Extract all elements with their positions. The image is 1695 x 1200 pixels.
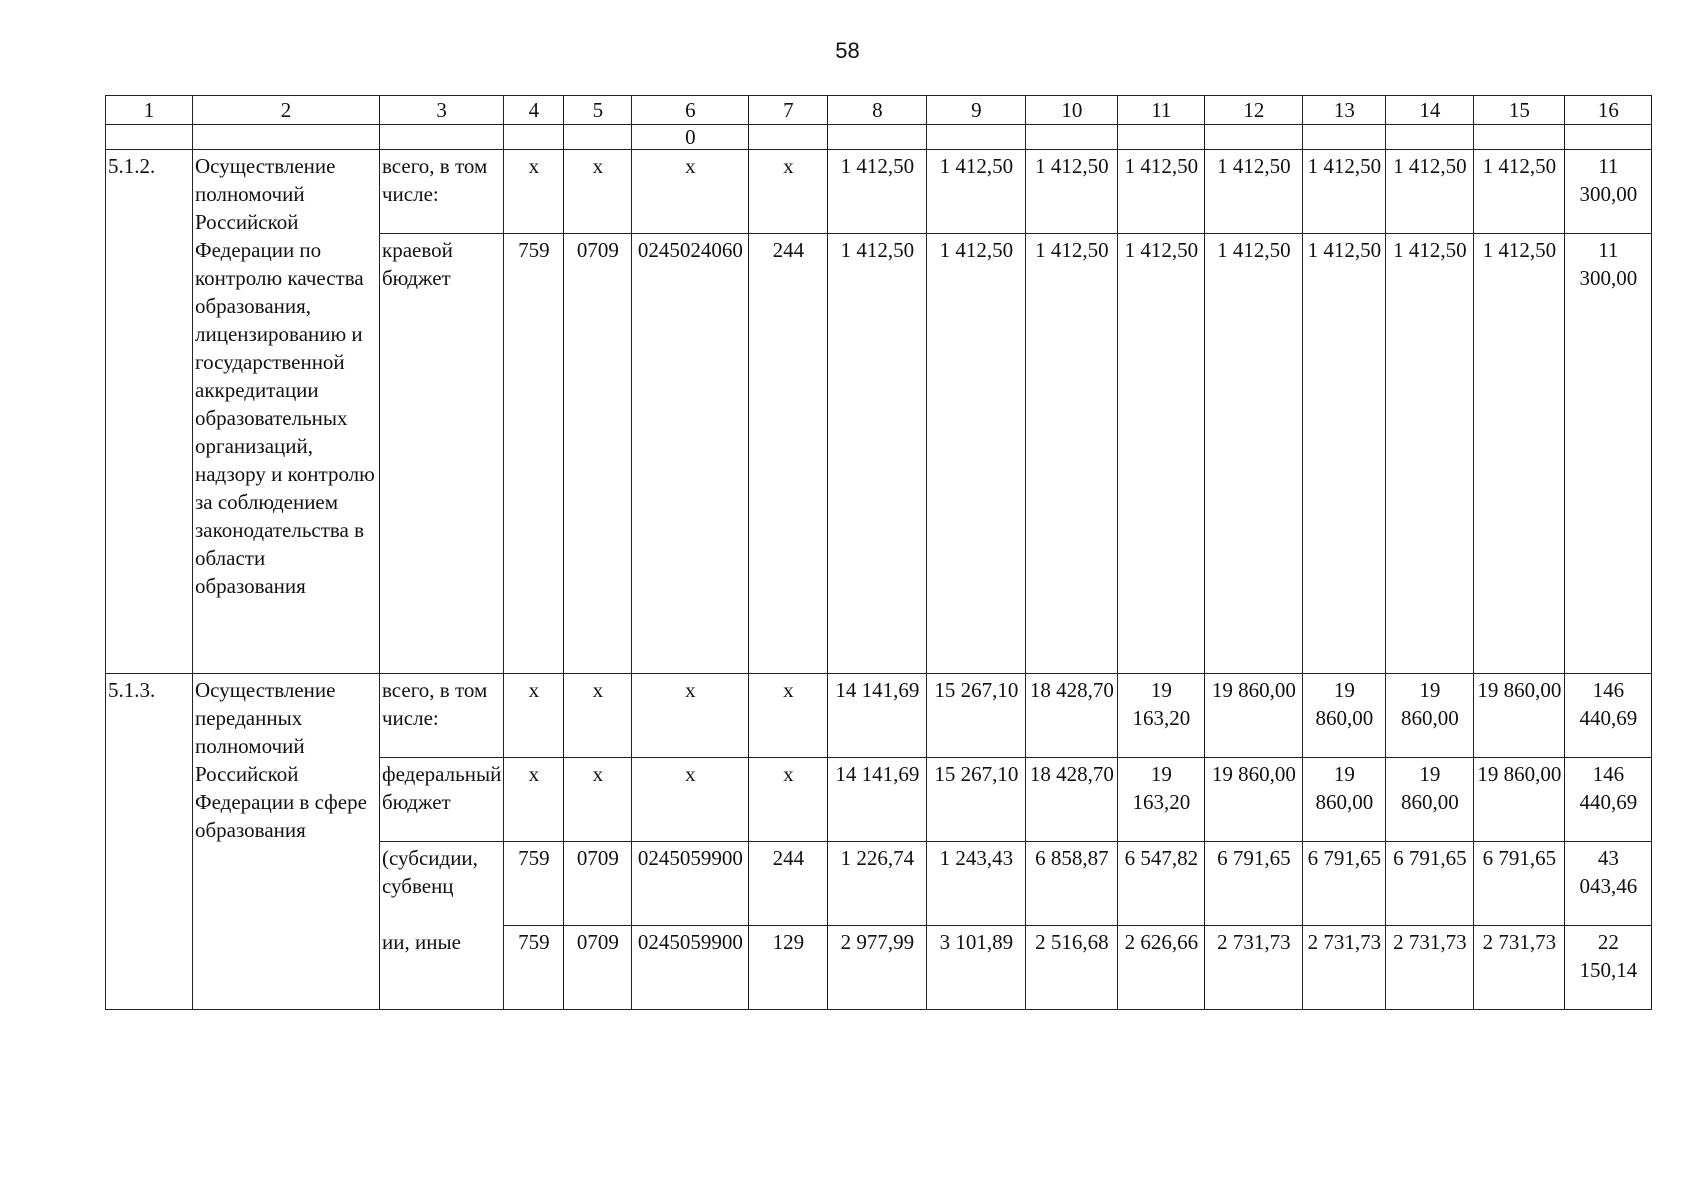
column-header: 6 xyxy=(632,96,749,125)
cell-c9: 15 267,10 xyxy=(927,674,1026,758)
cell-c10: 18 428,70 xyxy=(1026,674,1118,758)
row-code: 5.1.2. xyxy=(106,150,193,674)
cell-c4: 759 xyxy=(504,926,564,1010)
cell-c7: х xyxy=(749,150,828,234)
column-header: 1 xyxy=(106,96,193,125)
cell-c10: 1 412,50 xyxy=(1026,234,1118,674)
cell-c12: 1 412,50 xyxy=(1205,150,1303,234)
cell-c8: 14 141,69 xyxy=(828,674,927,758)
cell-c13: 1 412,50 xyxy=(1303,150,1386,234)
cell-c16: 22 150,14 xyxy=(1565,926,1652,1010)
cell-c14: 19 860,00 xyxy=(1386,758,1474,842)
cell-c10: 1 412,50 xyxy=(1026,150,1118,234)
cell-c15: 19 860,00 xyxy=(1474,674,1565,758)
column-header: 2 xyxy=(193,96,380,125)
column-header: 10 xyxy=(1026,96,1118,125)
cell-c5: 0709 xyxy=(564,926,632,1010)
cell-c11: 1 412,50 xyxy=(1118,150,1205,234)
column-header: 5 xyxy=(564,96,632,125)
cell-c8: 1 226,74 xyxy=(828,842,927,926)
cell-c16: 146 440,69 xyxy=(1565,674,1652,758)
column-header: 11 xyxy=(1118,96,1205,125)
cell-c15: 1 412,50 xyxy=(1474,234,1565,674)
cell-c5: 0709 xyxy=(564,234,632,674)
cell-c6: 0245059900 xyxy=(632,842,749,926)
cell-c4: х xyxy=(504,150,564,234)
cell-c11: 6 547,82 xyxy=(1118,842,1205,926)
cell-c10: 18 428,70 xyxy=(1026,758,1118,842)
column-header: 15 xyxy=(1474,96,1565,125)
cell-c13: 19 860,00 xyxy=(1303,758,1386,842)
cell-c8: 1 412,50 xyxy=(828,150,927,234)
cell-c16: 146 440,69 xyxy=(1565,758,1652,842)
cell-c5: х xyxy=(564,758,632,842)
cell-c16: 11 300,00 xyxy=(1565,150,1652,234)
column-header: 9 xyxy=(927,96,1026,125)
column-header: 12 xyxy=(1205,96,1303,125)
cell-c10: 6 858,87 xyxy=(1026,842,1118,926)
cell-c15: 1 412,50 xyxy=(1474,150,1565,234)
cell-c14: 6 791,65 xyxy=(1386,842,1474,926)
cell-c9: 1 243,43 xyxy=(927,842,1026,926)
funding-label: федеральный бюджет xyxy=(380,758,504,842)
funding-label: (субсидии, субвенц xyxy=(380,842,504,926)
cell-c15: 6 791,65 xyxy=(1474,842,1565,926)
cell-c7: х xyxy=(749,674,828,758)
cell-c13: 19 860,00 xyxy=(1303,674,1386,758)
funding-label: ии, иные xyxy=(380,926,504,1010)
cell-c5: 0709 xyxy=(564,842,632,926)
cell-c8: 1 412,50 xyxy=(828,234,927,674)
cell-c4: х xyxy=(504,758,564,842)
cell-c12: 19 860,00 xyxy=(1205,674,1303,758)
table-row xyxy=(106,150,1652,234)
cell-c10: 2 516,68 xyxy=(1026,926,1118,1010)
cell-c9: 15 267,10 xyxy=(927,758,1026,842)
column-header: 3 xyxy=(380,96,504,125)
cell-c5: х xyxy=(564,150,632,234)
cell-c11: 19 163,20 xyxy=(1118,758,1205,842)
budget-table xyxy=(105,95,1652,1010)
cell-c8: 14 141,69 xyxy=(828,758,927,842)
funding-label: всего, в том числе: xyxy=(380,150,504,234)
row-name: Осуществление полномочий Российской Федерации по контролю качества образования, лицензированию и государственной аккредитации образовательных организаций, надзору и контролю за соблюдением законодательства в области образования xyxy=(193,150,380,674)
cell-c11: 19 163,20 xyxy=(1118,674,1205,758)
cell-c6: 0245059900 xyxy=(632,926,749,1010)
cell-c6: х xyxy=(632,674,749,758)
cell-c16: 11 300,00 xyxy=(1565,234,1652,674)
cell-c14: 1 412,50 xyxy=(1386,150,1474,234)
cell-c14: 1 412,50 xyxy=(1386,234,1474,674)
cell-c6: х xyxy=(632,150,749,234)
row-code: 5.1.3. xyxy=(106,674,193,1010)
column-header: 4 xyxy=(504,96,564,125)
cell-c16: 43 043,46 xyxy=(1565,842,1652,926)
cell-c6: 0245024060 xyxy=(632,234,749,674)
funding-label: всего, в том числе: xyxy=(380,674,504,758)
cell-c4: х xyxy=(504,674,564,758)
cell-c12: 6 791,65 xyxy=(1205,842,1303,926)
cell-c13: 2 731,73 xyxy=(1303,926,1386,1010)
cell-c9: 3 101,89 xyxy=(927,926,1026,1010)
column-header: 7 xyxy=(749,96,828,125)
cell-c5: х xyxy=(564,674,632,758)
page-number: 58 xyxy=(835,38,860,63)
cell-c12: 19 860,00 xyxy=(1205,758,1303,842)
cell-c14: 19 860,00 xyxy=(1386,674,1474,758)
column-header: 14 xyxy=(1386,96,1474,125)
subheader-col6: 0 xyxy=(632,125,749,150)
cell-c13: 6 791,65 xyxy=(1303,842,1386,926)
table-row xyxy=(106,674,1652,758)
cell-c7: 129 xyxy=(749,926,828,1010)
cell-c15: 19 860,00 xyxy=(1474,758,1565,842)
cell-c4: 759 xyxy=(504,234,564,674)
cell-c7: 244 xyxy=(749,842,828,926)
cell-c9: 1 412,50 xyxy=(927,150,1026,234)
cell-c8: 2 977,99 xyxy=(828,926,927,1010)
cell-c12: 2 731,73 xyxy=(1205,926,1303,1010)
column-header: 13 xyxy=(1303,96,1386,125)
cell-c12: 1 412,50 xyxy=(1205,234,1303,674)
cell-c11: 1 412,50 xyxy=(1118,234,1205,674)
cell-c6: х xyxy=(632,758,749,842)
row-name: Осуществление переданных полномочий Российской Федерации в сфере образования xyxy=(193,674,380,1010)
funding-label: краевой бюджет xyxy=(380,234,504,674)
column-header: 16 xyxy=(1565,96,1652,125)
cell-c11: 2 626,66 xyxy=(1118,926,1205,1010)
column-header: 8 xyxy=(828,96,927,125)
cell-c15: 2 731,73 xyxy=(1474,926,1565,1010)
cell-c13: 1 412,50 xyxy=(1303,234,1386,674)
cell-c9: 1 412,50 xyxy=(927,234,1026,674)
subheader-row xyxy=(106,125,1652,150)
cell-c7: х xyxy=(749,758,828,842)
cell-c7: 244 xyxy=(749,234,828,674)
cell-c4: 759 xyxy=(504,842,564,926)
column-number-row xyxy=(106,96,1652,125)
cell-c14: 2 731,73 xyxy=(1386,926,1474,1010)
